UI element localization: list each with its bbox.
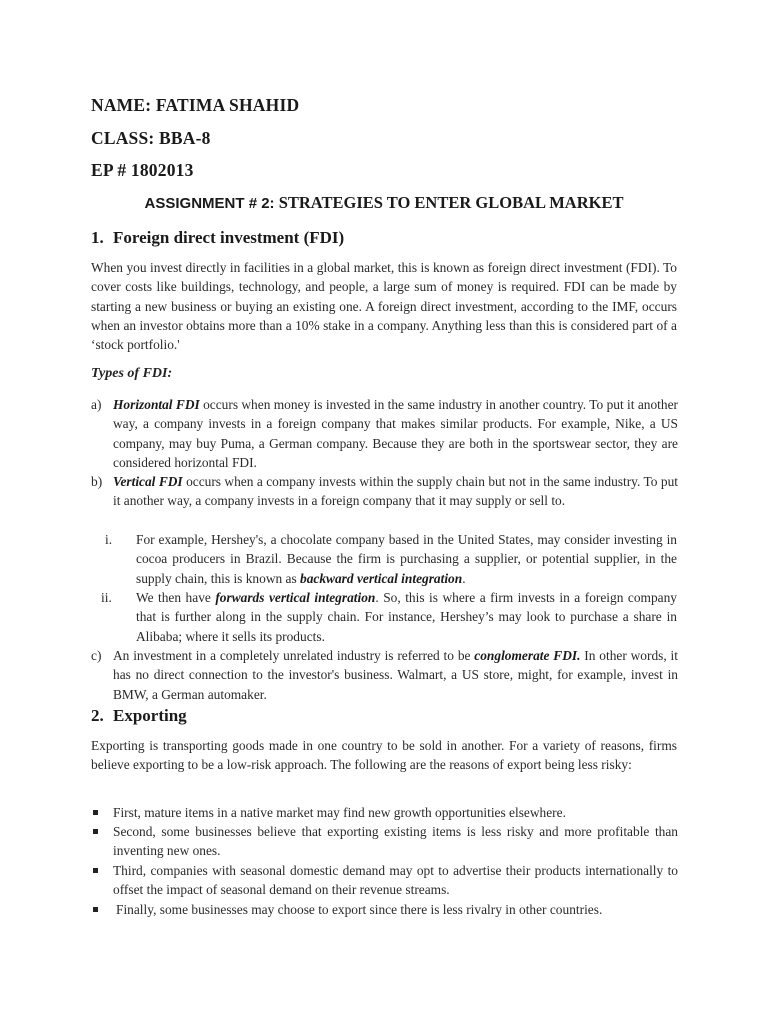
bullet-item: Finally, some businesses may choose to export since there is less rivalry in other countries.	[116, 902, 603, 917]
section-heading-exporting	[91, 706, 187, 726]
bullet-item: Third, companies with seasonal domestic demand may opt to advertise their products internationally to offset the impact of seasonal demand on their revenue streams.	[113, 863, 678, 898]
list-item-vertical-fdi: Vertical FDI occurs when a company invests within the supply chain but not in the same industry. To put it another way, a company invests in a foreign company that it may supply or sell to.	[113, 474, 678, 509]
section-title: Foreign direct investment (FDI)	[113, 228, 345, 247]
bullet-item: Second, some businesses believe that exporting existing items is less risky and more profitable than inventing new ones.	[113, 824, 678, 859]
section-number: 1.	[91, 228, 104, 247]
student-ep-number: EP # 1802013	[91, 160, 194, 180]
assignment-prefix: ASSIGNMENT # 2:	[144, 195, 275, 212]
student-name: NAME: FATIMA SHAHID	[91, 95, 300, 115]
bullet-marker	[93, 810, 98, 815]
student-class: CLASS: BBA-8	[91, 128, 211, 148]
term-backward-vertical-integration: backward vertical integration	[300, 570, 463, 586]
bullet-item: First, mature items in a native market may find new growth opportunities elsewhere.	[113, 805, 566, 820]
types-of-fdi-heading: Types of FDI:	[91, 366, 173, 381]
sublist-marker: i.	[105, 532, 113, 547]
bullet-marker	[93, 907, 98, 912]
assignment-topic: STRATEGIES TO ENTER GLOBAL MARKET	[278, 193, 624, 212]
list-marker: a)	[91, 397, 102, 412]
fdi-intro-paragraph: When you invest directly in facilities in a global market, this is known as foreign direct investment (FDI). To cover costs like buildings, technology, and people, a large sum of money is required. FDI can be made by starting a new business or buying an existing one. A foreign direct investment, according to the IMF, occurs when an investor obtains more than a 10% stake in a company. Anything less than this is considered part of a ‘stock portfolio.'	[91, 260, 677, 353]
section-number: 2.	[91, 706, 104, 725]
section-heading-fdi	[91, 228, 344, 248]
sublist-item-backward-integration: For example, Hershey's, a chocolate company based in the United States, may consider investing in cocoa producers in Brazil. Because the firm is purchasing a supplier, or potential supplier, in the supply chain, this is known as backward vertical integration.	[136, 532, 677, 586]
sublist-item-forwards-integration: We then have forwards vertical integration. So, this is where a firm invests in a foreign company that is further along in the supply chain. For instance, Hershey’s may look to purchase a share in Alibaba; where it sells its products.	[136, 590, 677, 644]
assignment-title	[0, 193, 768, 213]
list-marker: b)	[91, 474, 103, 489]
list-item-conglomerate-fdi: An investment in a completely unrelated industry is referred to be conglomerate FDI. In other words, it has no direct connection to the investor's business. Walmart, a US store, might, for example, invest in BMW, a German automaker.	[113, 648, 678, 702]
term-vertical-fdi: Vertical FDI	[113, 474, 183, 489]
term-horizontal-fdi: Horizontal FDI	[113, 397, 200, 412]
section-title: Exporting	[113, 706, 187, 725]
term-conglomerate-fdi: conglomerate FDI.	[474, 648, 581, 663]
list-marker: c)	[91, 648, 102, 663]
sublist-marker: ii.	[101, 590, 112, 605]
list-item-horizontal-fdi: Horizontal FDI occurs when money is invested in the same industry in another country. To put it another way, a company invests in a foreign company that makes similar products. For example, Nike, a US company, may buy Puma, a German company. Because they are both in the sportswear sector, they are considered horizontal FDI.	[113, 397, 679, 470]
bullet-marker	[93, 829, 98, 834]
bullet-marker	[93, 868, 98, 873]
exporting-intro-paragraph: Exporting is transporting goods made in one country to be sold in another. For a variety of reasons, firms believe exporting to be a low-risk approach. The following are the reasons of export being less risky:	[91, 738, 677, 773]
term-forwards-vertical-integration: forwards vertical integration	[215, 590, 376, 605]
